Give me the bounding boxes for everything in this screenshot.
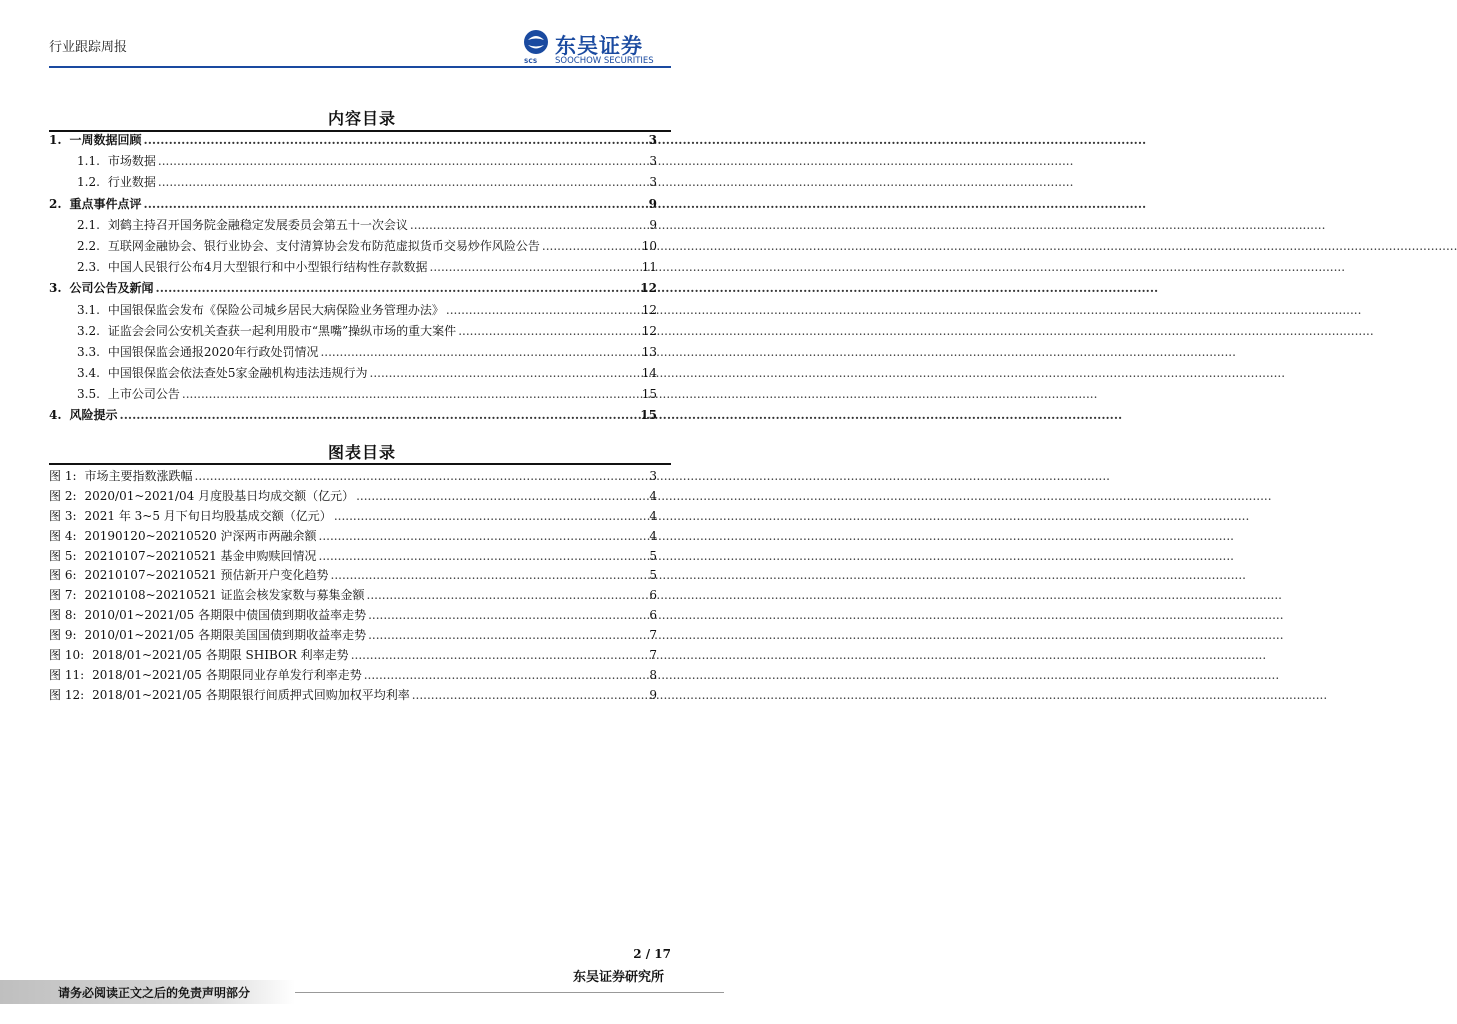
toc-leader-dots [370, 366, 640, 380]
toc-leader-dots [542, 239, 640, 253]
figure-entry-title: 2018/01~2021/05 各期限银行间质押式回购加权平均利率 [92, 687, 410, 702]
toc-list [49, 131, 657, 428]
figures-title: 图表目录 [327, 443, 396, 462]
figure-leader-dots [334, 509, 648, 523]
figure-leader-dots [412, 688, 648, 702]
toc-entry[interactable] [49, 237, 657, 258]
toc-leader-dots [144, 197, 647, 211]
toc-entry-page: 10 [641, 238, 657, 253]
figure-entry-page: 6 [649, 588, 657, 603]
toc-entry-title: 一周数据回顾 [69, 133, 142, 147]
toc-entry-page: 9 [648, 196, 657, 211]
toc-entry-page: 13 [641, 344, 657, 359]
toc-entry-number: 2.1. [77, 217, 100, 232]
toc-entry-title: 公司公告及新闻 [69, 281, 154, 296]
toc-entry-title: 中国银保监会发布《保险公司城乡居民大病保险业务管理办法》 [107, 302, 444, 317]
toc-entry-number: 1.2. [77, 175, 100, 190]
toc-entry-number: 3. [49, 281, 62, 296]
figures-divider [49, 463, 671, 465]
toc-entry[interactable] [49, 343, 657, 364]
figure-entry[interactable] [49, 586, 657, 606]
toc-entry[interactable] [49, 279, 657, 300]
toc-entry[interactable] [49, 173, 657, 194]
figure-entry[interactable] [49, 646, 657, 666]
toc-entry-page: 9 [649, 217, 657, 232]
figure-entry-label: 图 7: [49, 588, 77, 603]
toc-entry-number: 3.1. [77, 302, 100, 317]
figure-entry[interactable] [49, 487, 657, 507]
figure-entry-page: 7 [649, 648, 657, 663]
toc-entry[interactable] [49, 195, 657, 216]
toc-entry-page: 3 [649, 175, 657, 190]
toc-entry-title: 中国银保监会通报2020年行政处罚情况 [107, 344, 319, 359]
figure-leader-dots [331, 568, 648, 582]
figure-leader-dots [364, 668, 648, 682]
figure-entry-title: 20210107~20210521 基金申购赎回情况 [84, 548, 317, 563]
figure-entry-title: 市场主要指数涨跌幅 [84, 469, 193, 483]
toc-entry[interactable] [49, 385, 657, 406]
toc-leader-dots [158, 154, 647, 168]
toc-entry-number: 2.3. [77, 260, 100, 275]
toc-entry-page: 12 [641, 302, 657, 317]
toc-entry-title: 刘鹤主持召开国务院金融稳定发展委员会第五十一次会议 [107, 217, 408, 232]
toc-leader-dots [144, 133, 647, 147]
page-number: 2 / 17 [633, 947, 671, 961]
disclaimer-bar [0, 980, 295, 1004]
toc-entry-title: 行业数据 [107, 175, 156, 190]
figure-entry-label: 图 11: [49, 667, 85, 682]
figure-entry-label: 图 4: [49, 528, 77, 543]
figure-entry[interactable] [49, 467, 657, 487]
toc-leader-dots [430, 260, 640, 274]
figure-leader-dots [319, 549, 648, 563]
figure-entry[interactable] [49, 566, 657, 586]
toc-leader-dots [182, 387, 640, 401]
toc-entry-title: 中国银保监会依法查处5家金融机构违法违规行为 [107, 366, 368, 381]
disclaimer-text: 请务必阅读正文之后的免责声明部分 [58, 986, 251, 1000]
toc-entry-title: 证监会会同公安机关查获一起利用股市“黑嘴”操纵市场的重大案件 [107, 323, 457, 338]
figure-entry[interactable] [49, 507, 657, 527]
figure-leader-dots [319, 529, 648, 543]
toc-entry[interactable] [49, 322, 657, 343]
toc-entry-number: 2. [49, 196, 62, 211]
figure-entry-label: 图 5: [49, 548, 77, 563]
figure-entry-page: 4 [649, 488, 657, 503]
figure-entry-title: 20190120~20210520 沪深两市两融余额 [84, 528, 317, 543]
figure-entry-page: 5 [649, 548, 657, 563]
figure-entry[interactable] [49, 666, 657, 686]
figure-entry-label: 图 6: [49, 568, 77, 583]
toc-entry-title: 风险提示 [69, 408, 118, 423]
figure-entry[interactable] [49, 527, 657, 547]
toc-entry-title: 重点事件点评 [69, 196, 142, 211]
figure-entry-title: 2020/01~2021/04 月度股基日均成交额（亿元） [84, 488, 355, 503]
figure-entry-page: 4 [649, 508, 657, 523]
header-divider [49, 66, 671, 68]
figure-entry-page: 5 [649, 568, 657, 583]
toc-entry[interactable] [49, 152, 657, 173]
figure-entry-page: 4 [649, 528, 657, 543]
toc-entry[interactable] [49, 301, 657, 322]
toc-entry-number: 2.2. [77, 238, 100, 253]
figure-entry[interactable] [49, 547, 657, 567]
toc-leader-dots [458, 324, 640, 338]
toc-entry-number: 3.3. [77, 344, 100, 359]
toc-title: 内容目录 [327, 109, 396, 128]
toc-leader-dots [158, 175, 647, 189]
toc-leader-dots [446, 303, 640, 317]
figures-list [49, 467, 657, 706]
toc-leader-dots [156, 281, 639, 295]
figure-entry-label: 图 8: [49, 608, 77, 623]
toc-entry-number: 3.4. [77, 366, 100, 381]
figure-entry-label: 图 10: [49, 648, 85, 663]
company-logo [521, 28, 671, 68]
toc-entry-number: 3.5. [77, 387, 100, 402]
figure-entry-title: 2010/01~2021/05 各期限美国国债到期收益率走势 [84, 628, 367, 643]
toc-leader-dots [120, 408, 639, 422]
report-type: 行业跟踪周报 [49, 40, 128, 55]
toc-entry[interactable] [49, 406, 657, 427]
footer-org: 东吴证券研究所 [572, 970, 664, 985]
toc-entry-number: 4. [49, 408, 62, 423]
figure-leader-dots [367, 588, 648, 602]
figure-entry[interactable] [49, 606, 657, 626]
toc-entry-title: 中国人民银行公布4月大型银行和中小型银行结构性存款数据 [107, 260, 428, 275]
figure-entry-title: 2010/01~2021/05 各期限中债国债到期收益率走势 [84, 608, 367, 623]
toc-entry-title: 互联网金融协会、银行业协会、支付清算协会发布防范虚拟货币交易炒作风险公告 [107, 238, 540, 253]
toc-entry[interactable] [49, 364, 657, 385]
toc-entry[interactable] [49, 131, 657, 152]
figure-entry-page: 8 [649, 667, 657, 682]
figure-entry-page: 7 [649, 628, 657, 643]
footer-divider [295, 992, 724, 993]
toc-entry-page: 11 [641, 260, 657, 275]
toc-entry-title: 市场数据 [107, 154, 156, 169]
toc-entry-title: 上市公司公告 [107, 387, 180, 402]
figure-entry-title: 2018/01~2021/05 各期限 SHIBOR 利率走势 [92, 648, 349, 663]
toc-entry-page: 15 [640, 408, 657, 423]
figure-leader-dots [368, 628, 647, 642]
toc-leader-dots [410, 218, 647, 232]
logo-name-cn: 东吴证券 [555, 34, 643, 58]
figure-entry-label: 图 3: [49, 508, 77, 523]
figure-entry-title: 20210108~20210521 证监会核发家数与募集金额 [84, 588, 365, 603]
figure-entry-page: 3 [649, 469, 657, 483]
toc-entry-page: 3 [648, 133, 657, 147]
toc-entry-page: 3 [649, 154, 657, 169]
figure-entry-label: 图 1: [49, 469, 77, 483]
toc-entry-number: 1.1. [77, 154, 100, 169]
figure-leader-dots [351, 648, 648, 662]
figure-entry-title: 20210107~20210521 预估新开户变化趋势 [84, 568, 329, 583]
toc-entry-number: 3.2. [77, 323, 100, 338]
toc-entry[interactable] [49, 258, 657, 279]
toc-leader-dots [320, 345, 639, 359]
figure-leader-dots [368, 608, 647, 622]
figure-entry-page: 9 [649, 687, 657, 702]
figure-leader-dots [356, 489, 647, 503]
figure-entry-page: 6 [649, 608, 657, 623]
figure-entry[interactable] [49, 686, 657, 706]
toc-entry-page: 15 [641, 387, 657, 402]
figure-entry[interactable] [49, 626, 657, 646]
toc-entry-page: 12 [640, 281, 657, 296]
logo-abbr: SCS [524, 58, 538, 65]
toc-entry-page: 14 [641, 366, 657, 381]
figure-entry-label: 图 2: [49, 488, 77, 503]
figure-entry-label: 图 12: [49, 687, 85, 702]
soochow-logo-icon [521, 28, 551, 58]
logo-name-en: SOOCHOW SECURITIES [555, 56, 654, 66]
figure-leader-dots [195, 469, 648, 483]
toc-entry-page: 12 [641, 323, 657, 338]
toc-entry[interactable] [49, 216, 657, 237]
figure-entry-label: 图 9: [49, 628, 77, 643]
figure-entry-title: 2021 年 3~5 月下旬日均股基成交额（亿元） [84, 508, 332, 523]
figure-entry-title: 2018/01~2021/05 各期限同业存单发行利率走势 [92, 667, 362, 682]
toc-entry-number: 1. [49, 133, 62, 147]
